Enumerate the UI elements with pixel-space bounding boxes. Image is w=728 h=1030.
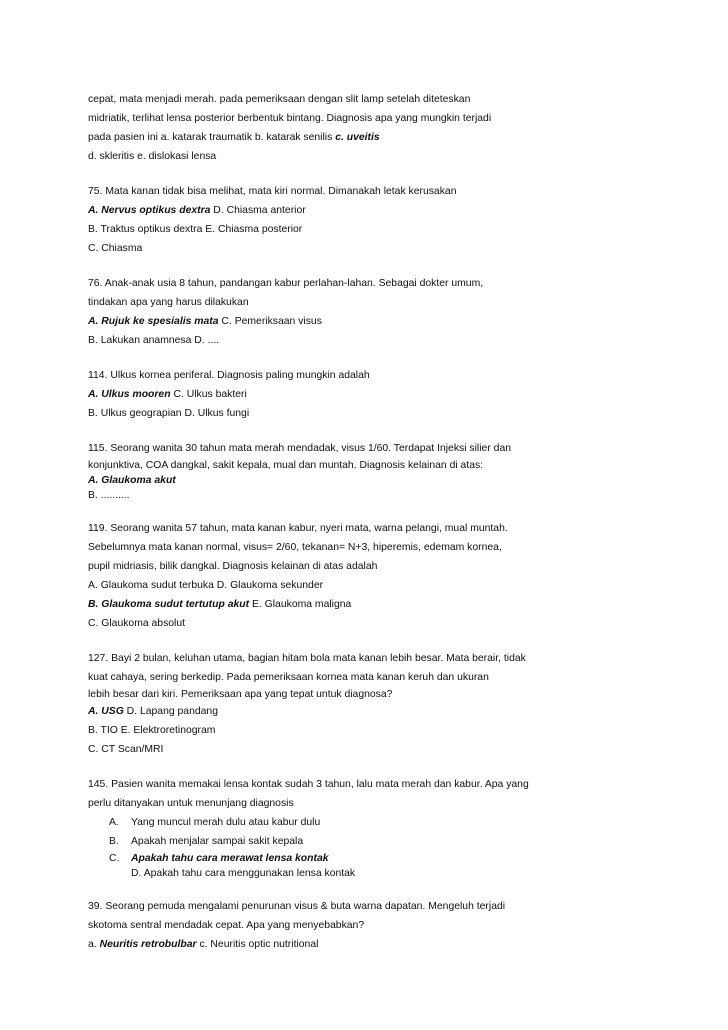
- option-line: B. Ulkus geograpian D. Ulkus fungi: [88, 408, 250, 419]
- text-line: d. skleritis e. dislokasi lensa: [88, 151, 217, 162]
- option-a: A. Yang muncul merah dulu atau kabur dulu: [109, 817, 321, 828]
- question-text: 115. Seorang wanita 30 tahun mata merah mendadak, visus 1/60. Terdapat Injeksi silier dan: [88, 443, 512, 454]
- text-line: cepat, mata menjadi merah. pada pemeriksaan dengan slit lamp setelah diteteskan: [88, 94, 471, 105]
- option-b: B. Apakah menjalar sampai sakit kepala: [109, 836, 304, 847]
- answer-highlight: A. USG: [88, 706, 124, 717]
- answer-highlight: A. Glaukoma akut: [88, 475, 176, 486]
- question-text: 119. Seorang wanita 57 tahun, mata kanan kabur, nyeri mata, warna pelangi, mual muntah.: [88, 523, 508, 534]
- option-line: B. Glaukoma sudut tertutup akut E. Glaukoma maligna: [88, 599, 352, 610]
- text-line: pada pasien ini a. katarak traumatik b. katarak senilis c. uveitis: [88, 132, 380, 143]
- answer-highlight: A. Rujuk ke spesialis mata: [88, 316, 219, 327]
- option-line: B. Lakukan anamnesa D. ....: [88, 335, 220, 346]
- option-line: C. Glaukoma absolut: [88, 618, 186, 629]
- question-block-76: [88, 274, 708, 350]
- document-body: [88, 90, 708, 954]
- question-text: konjunktiva, COA dangkal, sakit kepala, mual dan muntah. Diagnosis kelainan di atas:: [88, 460, 484, 471]
- option-line: C. Chiasma: [88, 243, 143, 254]
- option-line: a. Neuritis retrobulbar c. Neuritis optic nutritional: [88, 939, 319, 950]
- option-c: C. Apakah tahu cara merawat lensa kontak: [109, 853, 329, 864]
- question-text: tindakan apa yang harus dilakukan: [88, 297, 249, 308]
- option-line: A. Nervus optikus dextra D. Chiasma anterior: [88, 205, 306, 216]
- question-block-127: [88, 649, 708, 759]
- option-line: A. USG D. Lapang pandang: [88, 706, 218, 717]
- option-line: A. Glaukoma sudut terbuka D. Glaukoma sekunder: [88, 580, 324, 591]
- question-text: 127. Bayi 2 bulan, keluhan utama, bagian hitam bola mata kanan lebih besar. Mata berair, tidak: [88, 653, 526, 664]
- question-text: lebih besar dari kiri. Pemeriksaan apa yang tepat untuk diagnosa?: [88, 689, 393, 700]
- question-text: perlu ditanyakan untuk menunjang diagnosis: [88, 798, 294, 809]
- question-text: 114. Ulkus kornea periferal. Diagnosis paling mungkin adalah: [88, 370, 370, 381]
- answer-highlight: A. Nervus optikus dextra: [88, 205, 211, 216]
- question-block-119: [88, 519, 708, 633]
- answer-highlight: c. uveitis: [335, 132, 380, 143]
- question-text: 76. Anak-anak usia 8 tahun, pandangan kabur perlahan-lahan. Sebagai dokter umum,: [88, 278, 484, 289]
- question-text: 145. Pasien wanita memakai lensa kontak sudah 3 tahun, lalu mata merah dan kabur. Apa yang: [88, 779, 529, 790]
- option-line: A. Rujuk ke spesialis mata C. Pemeriksaan visus: [88, 316, 322, 327]
- question-block-145: [88, 775, 708, 881]
- question-block-continued: [88, 90, 708, 166]
- question-block-39: [88, 897, 708, 954]
- question-block-114: [88, 366, 708, 423]
- option-line: A. Ulkus mooren C. Ulkus bakteri: [88, 389, 247, 400]
- option-line: C. CT Scan/MRI: [88, 744, 164, 755]
- question-text: kuat cahaya, sering berkedip. Pada pemeriksaan kornea mata kanan keruh dan ukuran: [88, 672, 489, 683]
- question-block-75: [88, 182, 708, 258]
- option-line: [88, 473, 708, 488]
- question-text: skotoma sentral mendadak cepat. Apa yang menyebabkan?: [88, 920, 365, 931]
- answer-highlight: A. Ulkus mooren: [88, 389, 171, 400]
- answer-highlight: Neuritis retrobulbar: [99, 939, 197, 950]
- answer-highlight: B. Glaukoma sudut tertutup akut: [88, 599, 250, 610]
- answer-highlight: Apakah tahu cara merawat lensa kontak: [131, 853, 329, 864]
- question-text: Sebelumnya mata kanan normal, visus= 2/60, tekanan= N+3, hiperemis, edemam kornea,: [88, 542, 502, 553]
- question-text: 75. Mata kanan tidak bisa melihat, mata kiri normal. Dimanakah letak kerusakan: [88, 186, 457, 197]
- question-text: 39. Seorang pemuda mengalami penurunan visus & buta warna dapatan. Mengeluh terjadi: [88, 901, 506, 912]
- text-line: midriatik, terlihat lensa posterior berbentuk bintang. Diagnosis apa yang mungkin terjadi: [88, 113, 492, 124]
- option-line: B. TIO E. Elektroretinogram: [88, 725, 216, 736]
- option-d: D. Apakah tahu cara menggunakan lensa kontak: [131, 868, 356, 879]
- question-text: pupil midriasis, bilik dangkal. Diagnosis kelainan di atas adalah: [88, 561, 378, 572]
- option-line: B. ..........: [88, 490, 130, 501]
- question-block-115: [88, 439, 708, 503]
- option-line: B. Traktus optikus dextra E. Chiasma posterior: [88, 224, 303, 235]
